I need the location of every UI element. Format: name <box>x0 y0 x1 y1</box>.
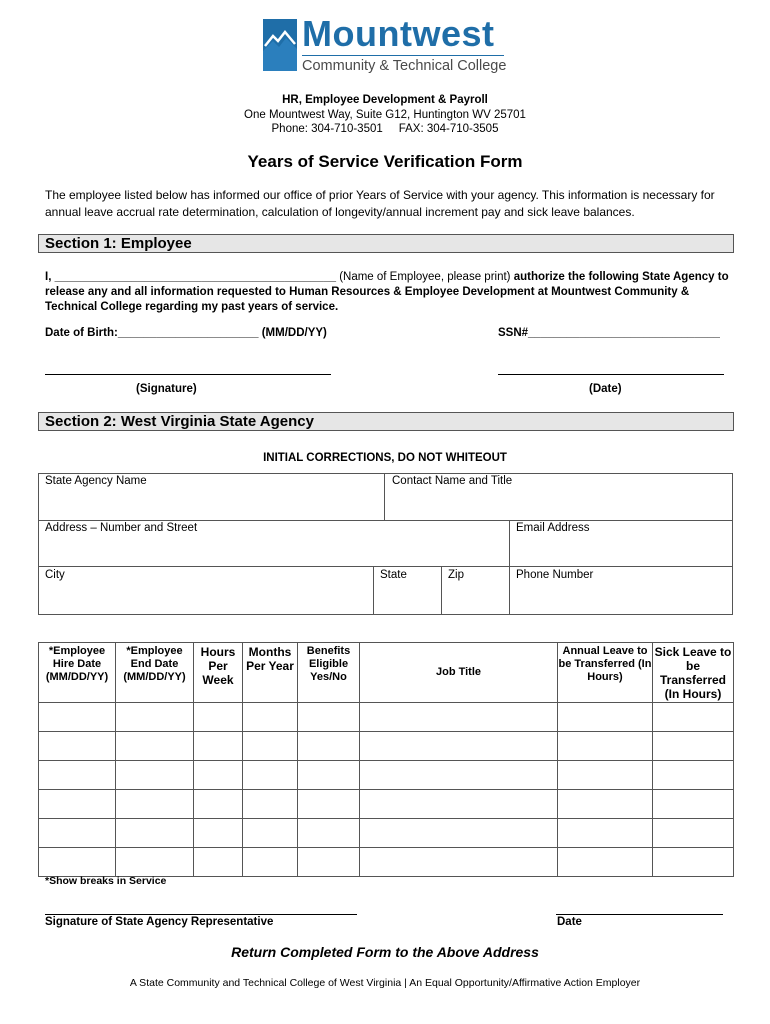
table-header-row <box>39 643 734 703</box>
table-cell[interactable] <box>360 790 558 819</box>
phone-fax: Phone: 304-710-3501 FAX: 304-710-3505 <box>271 123 499 135</box>
table-row <box>39 732 734 761</box>
state-field[interactable]: State <box>380 569 407 581</box>
table-cell[interactable] <box>39 848 116 877</box>
table-cell[interactable] <box>116 790 194 819</box>
table-cell[interactable] <box>653 732 734 761</box>
table-cell[interactable] <box>243 819 298 848</box>
table-cell[interactable] <box>116 819 194 848</box>
table-cell[interactable] <box>298 761 360 790</box>
footer-text: A State Community and Technical College of West Virginia | An Equal Opportunity/Affirmative Action Employer <box>129 977 641 989</box>
address-field[interactable]: Address – Number and Street <box>45 522 198 534</box>
table-cell[interactable] <box>39 790 116 819</box>
table-row <box>39 790 734 819</box>
table-cell[interactable] <box>116 703 194 732</box>
table-cell[interactable] <box>360 761 558 790</box>
table-cell[interactable] <box>194 732 243 761</box>
col-end-date: *Employee End Date (MM/DD/YY) <box>116 643 194 703</box>
rep-signature-line[interactable] <box>45 914 357 915</box>
table-cell[interactable] <box>360 819 558 848</box>
table-cell[interactable] <box>298 819 360 848</box>
table-cell[interactable] <box>194 819 243 848</box>
table-row <box>39 819 734 848</box>
department-heading: HR, Employee Development & Payroll <box>282 94 488 106</box>
table-cell[interactable] <box>194 703 243 732</box>
table-cell[interactable] <box>360 732 558 761</box>
table-cell[interactable] <box>39 761 116 790</box>
table-cell[interactable] <box>116 761 194 790</box>
table-cell[interactable] <box>653 848 734 877</box>
table-cell[interactable] <box>243 848 298 877</box>
table-row <box>39 761 734 790</box>
col-benefits-eligible: Benefits Eligible Yes/No <box>298 643 360 703</box>
section1-header <box>38 234 734 253</box>
table-cell[interactable] <box>243 761 298 790</box>
authorization-statement <box>45 270 735 315</box>
rep-signature-label: Signature of State Agency Representative <box>45 916 274 928</box>
section2-title: Section 2: West Virginia State Agency <box>45 413 314 430</box>
table-cell[interactable] <box>243 703 298 732</box>
table-cell[interactable] <box>298 703 360 732</box>
table-cell[interactable] <box>558 819 653 848</box>
office-address: One Mountwest Way, Suite G12, Huntington WV 25701 <box>244 109 526 121</box>
table-cell[interactable] <box>194 761 243 790</box>
corrections-instruction: INITIAL CORRECTIONS, DO NOT WHITEOUT <box>263 452 507 464</box>
dob-field[interactable]: Date of Birth:______________________ (MM/DD/YY) <box>45 327 327 339</box>
table-cell[interactable] <box>558 761 653 790</box>
table-cell[interactable] <box>558 732 653 761</box>
col-annual-leave: Annual Leave to be Transferred (In Hours) <box>558 643 653 703</box>
employee-signature-line[interactable] <box>45 374 331 375</box>
auth-name-blank[interactable]: I, ____________________________________________ <box>45 271 336 283</box>
table-cell[interactable] <box>653 761 734 790</box>
intro-paragraph: The employee listed below has informed our office of prior Years of Service with your agency. This information is necessary for annual leave accrual rate determination, calculation of longevity/annual increment pay and sick leave balances. <box>45 188 715 219</box>
employee-date-line[interactable] <box>498 374 724 375</box>
form-title: Years of Service Verification Form <box>247 152 523 171</box>
table-row <box>39 703 734 732</box>
table-cell[interactable] <box>558 703 653 732</box>
col-hire-date: *Employee Hire Date (MM/DD/YY) <box>39 643 116 703</box>
section2-header <box>38 412 734 431</box>
table-cell[interactable] <box>653 703 734 732</box>
date-label: (Date) <box>589 383 622 395</box>
zip-field[interactable]: Zip <box>448 569 464 581</box>
table-cell[interactable] <box>39 703 116 732</box>
table-cell[interactable] <box>116 848 194 877</box>
table-cell[interactable] <box>298 790 360 819</box>
auth-text: authorize the following State Agency to release any and all information requested to Human Resources & Employee Development at Mountwest Community & Technical College regarding my past years of service. <box>45 271 729 313</box>
auth-name-hint: (Name of Employee, please print) <box>336 271 514 283</box>
col-hours-per-week: Hours Per Week <box>194 643 243 703</box>
section1-title: Section 1: Employee <box>45 235 192 252</box>
breaks-note: *Show breaks in Service <box>45 875 167 887</box>
rep-date-label: Date <box>557 916 582 928</box>
rep-date-line[interactable] <box>556 914 723 915</box>
col-months-per-year: Months Per Year <box>243 643 298 703</box>
table-cell[interactable] <box>298 848 360 877</box>
table-cell[interactable] <box>360 848 558 877</box>
grid-col-divider <box>384 473 385 520</box>
table-cell[interactable] <box>39 819 116 848</box>
table-cell[interactable] <box>298 732 360 761</box>
table-row <box>39 848 734 877</box>
grid-row-divider <box>38 566 733 567</box>
logo-name: Mountwest <box>302 13 495 54</box>
grid-col-divider <box>373 566 374 614</box>
grid-col-divider <box>441 566 442 614</box>
table-cell[interactable] <box>360 703 558 732</box>
agency-name-field[interactable]: State Agency Name <box>45 475 147 487</box>
mountain-icon <box>263 19 297 71</box>
table-cell[interactable] <box>653 819 734 848</box>
ssn-field[interactable]: SSN#______________________________ <box>498 327 720 339</box>
table-cell[interactable] <box>39 732 116 761</box>
grid-col-divider <box>509 520 510 614</box>
table-cell[interactable] <box>558 848 653 877</box>
email-field[interactable]: Email Address <box>516 522 590 534</box>
table-cell[interactable] <box>194 848 243 877</box>
table-cell[interactable] <box>653 790 734 819</box>
service-table <box>38 642 734 877</box>
table-cell[interactable] <box>243 732 298 761</box>
contact-field[interactable]: Contact Name and Title <box>392 475 513 487</box>
city-field[interactable]: City <box>45 569 65 581</box>
table-cell[interactable] <box>116 732 194 761</box>
signature-label: (Signature) <box>136 383 197 395</box>
col-sick-leave: Sick Leave to be Transferred (In Hours) <box>653 643 734 703</box>
return-instruction: Return Completed Form to the Above Address <box>231 944 539 960</box>
table-cell[interactable] <box>194 790 243 819</box>
agency-info-grid <box>38 473 733 615</box>
logo-subtitle: Community & Technical College <box>302 58 507 74</box>
col-job-title: Job Title <box>360 643 558 703</box>
table-cell[interactable] <box>558 790 653 819</box>
phone-field[interactable]: Phone Number <box>516 569 594 581</box>
logo-divider <box>302 55 504 56</box>
grid-row-divider <box>38 520 733 521</box>
table-cell[interactable] <box>243 790 298 819</box>
logo-mark <box>263 19 297 71</box>
